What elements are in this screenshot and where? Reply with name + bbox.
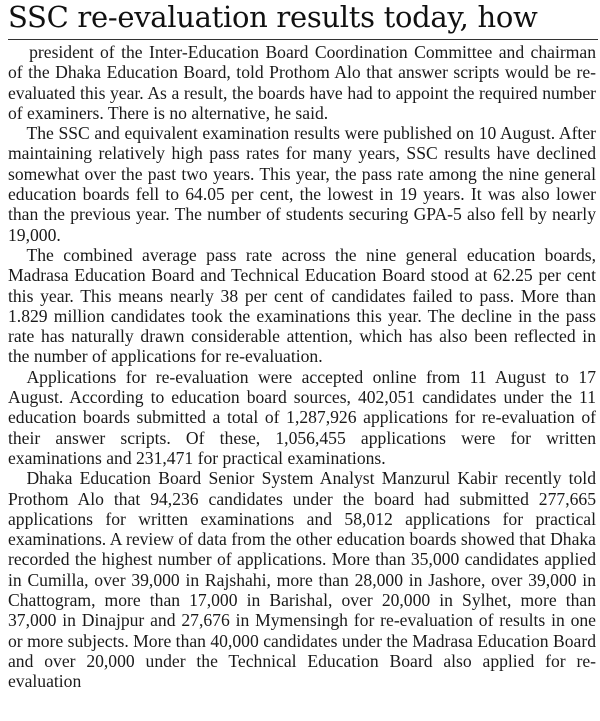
article-body [8, 42, 596, 692]
headline: SSC re-evaluation results today, how [8, 0, 538, 34]
paragraph-3: The combined average pass rate across the nine general education boards, Madrasa Education Board and Technical Education Board stood at 62.25 per cent this year. This means nearly 38 per cent of candidates failed to pass. More than 1.829 million candidates took the examinations this year. The decline in the pass rate has naturally drawn considerable attention, which has also been reflected in the number of applications for re-evaluation. [8, 244, 596, 367]
paragraph-4: Applications for re-evaluation were accepted online from 11 August to 17 August. According to education board sources, 402,051 candidates under the 11 education boards submitted a total of 1,287,926 applications for re-evaluation of their answer scripts. Of these, 1,056,455 applications were for written examinations and 231,471 for practical examinations. [8, 366, 596, 468]
paragraph-2: The SSC and equivalent examination results were published on 10 August. After maintaining relatively high pass rates for many years, SSC results have declined somewhat over the past two years. This year, the pass rate among the nine general education boards fell to 64.05 per cent, the lowest in 19 years. It was also lower than the previous year. The number of students securing GPA-5 also fell by nearly 19,000. [8, 123, 596, 245]
headline-rule [8, 39, 598, 40]
paragraph-5: Dhaka Education Board Senior System Analyst Manzurul Kabir recently told Prothom Alo that 94,236 candidates under the board had submitted 277,665 applications for written examinations and 58,012 applications for practical examinations. A review of data from the other education boards showed that Dhaka recorded the highest number of applications. More than 35,000 candidates applied in Cumilla, over 39,000 in Rajshahi, more than 28,000 in Jashore, over 39,000 in Chattogram, more than 17,000 in Barishal, over 20,000 in Sylhet, more than 37,000 in Dinajpur and 27,676 in Mymensingh for re-evaluation of results in one or more subjects. More than 40,000 candidates under the Madrasa Education Board and over 20,000 under the Technical Education Board also applied for re-evaluation [8, 468, 596, 692]
paragraph-1: president of the Inter-Education Board Coordination Committee and chairman of the Dhaka Education Board, told Prothom Alo that answer scripts would be re-evaluated this year. As a result, the boards have had to appoint the required number of examiners. There is no alternative, he said. [8, 42, 596, 123]
